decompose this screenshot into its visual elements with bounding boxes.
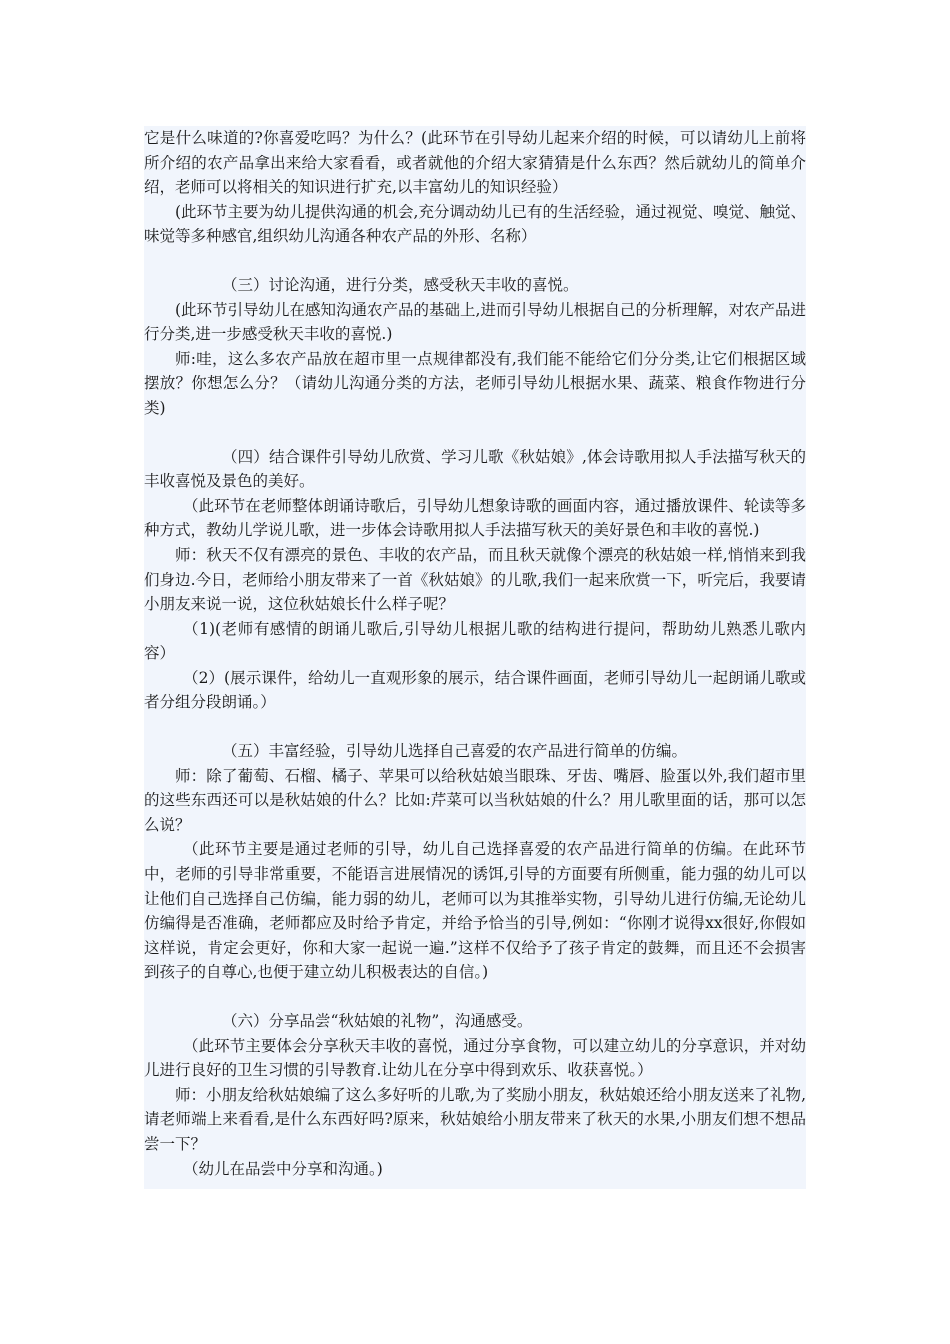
paragraph-1: 它是什么味道的?你喜爱吃吗？为什么？(此环节在引导幼儿起来介绍的时候，可以请幼儿上前将所介绍的农产品拿出来给大家看看，或者就他的介绍大家猜猜是什么东西？然后就幼儿的简单介绍，老师可以将相关的知识进行扩充,以丰富幼儿的知识经验） bbox=[144, 129, 806, 197]
section-heading-3: （三）讨论沟通，进行分类，感受秋天丰收的喜悦。 bbox=[222, 275, 579, 294]
section-heading-4: （四）结合课件引导幼儿欣赏、学习儿歌《秋姑娘》,体会诗歌用拟人手法描写秋天的丰收喜悦及景色的美好。 bbox=[144, 447, 806, 491]
section-heading-5: （五）丰富经验，引导幼儿选择自己喜爱的农产品进行简单的仿编。 bbox=[222, 742, 688, 761]
paragraph-9: 师：除了葡萄、石榴、橘子、苹果可以给秋姑娘当眼珠、牙齿、嘴唇、脸蛋以外,我们超市里的这些东西还可以是秋姑娘的什么？比如:芹菜可以当秋姑娘的什么？用儿歌里面的话，那可以怎么说？ bbox=[144, 766, 806, 834]
blank-line bbox=[144, 715, 806, 739]
paragraph-10: （此环节主要是通过老师的引导，幼儿自己选择喜爱的农产品进行简单的仿编。在此环节中，老师的引导非常重要，不能语言进展情况的诱饵,引导的方面要有所侧重，能力强的幼儿可以让他们自己选择自己仿编，能力弱的幼儿，老师可以为其推举实物，引导幼儿进行仿编,无论幼儿仿编得是否准确，老师都应及时给予肯定，并给予恰当的引导,例如：“你刚才说得xx很好,你假如这样说，肯定会更好，你和大家一起说一遍.”这样不仅给予了孩子肯定的鼓舞，而且还不会损害到孩子的自尊心,也便于建立幼儿积极表达的自信。) bbox=[144, 840, 806, 982]
blank-line bbox=[144, 985, 806, 1009]
paragraph-3: (此环节引导幼儿在感知沟通农产品的基础上,进而引导幼儿根据自己的分析理解，对农产品进行分类,进一步感受秋天丰收的喜悦.) bbox=[144, 300, 806, 344]
paragraph-5: （此环节在老师整体朗诵诗歌后，引导幼儿想象诗歌的画面内容，通过播放课件、轮读等多种方式，教幼儿学说儿歌，进一步体会诗歌用拟人手法描写秋天的美好景色和丰收的喜悦.) bbox=[144, 496, 806, 540]
paragraph-7: （1)(老师有感情的朗诵儿歌后,引导幼儿根据儿歌的结构进行提问，帮助幼儿熟悉儿歌内容） bbox=[144, 619, 806, 663]
blank-line bbox=[144, 249, 806, 273]
paragraph-4: 师:哇，这么多农产品放在超市里一点规律都没有,我们能不能给它们分分类,让它们根据区域摆放？你想怎么分？（请幼儿沟通分类的方法，老师引导幼儿根据水果、蔬菜、粮食作物进行分类) bbox=[144, 349, 806, 417]
blank-line bbox=[144, 421, 806, 445]
paragraph-8: （2）(展示课件，给幼儿一直观形象的展示，结合课件画面，老师引导幼儿一起朗诵儿歌或者分组分段朗诵。） bbox=[144, 668, 806, 712]
paragraph-2: (此环节主要为幼儿提供沟通的机会,充分调动幼儿已有的生活经验，通过视觉、嗅觉、触觉、味觉等多种感官,组织幼儿沟通各种农产品的外形、名称） bbox=[144, 202, 806, 246]
paragraph-11: （此环节主要体会分享秋天丰收的喜悦，通过分享食物，可以建立幼儿的分享意识，并对幼儿进行良好的卫生习惯的引导教育.让幼儿在分享中得到欢乐、收获喜悦。） bbox=[144, 1036, 806, 1080]
paragraph-12: 师：小朋友给秋姑娘编了这么多好听的儿歌,为了奖励小朋友，秋姑娘还给小朋友送来了礼物,请老师端上来看看,是什么东西好吗?原来，秋姑娘给小朋友带来了秋天的水果,小朋友们想不想品尝一下？ bbox=[144, 1085, 806, 1153]
section-heading-6: （六）分享品尝“秋姑娘的礼物”，沟通感受。 bbox=[222, 1012, 533, 1030]
paragraph-13: （幼儿在品尝中分享和沟通。) bbox=[183, 1159, 383, 1178]
paragraph-6: 师：秋天不仅有漂亮的景色、丰收的农产品，而且秋天就像个漂亮的秋姑娘一样,悄悄来到我们身边.今日，老师给小朋友带来了一首《秋姑娘》的儿歌,我们一起来欣赏一下，听完后，我要请小朋友来说一说，这位秋姑娘长什么样子呢？ bbox=[144, 545, 806, 614]
lesson-text-block bbox=[144, 126, 806, 1189]
